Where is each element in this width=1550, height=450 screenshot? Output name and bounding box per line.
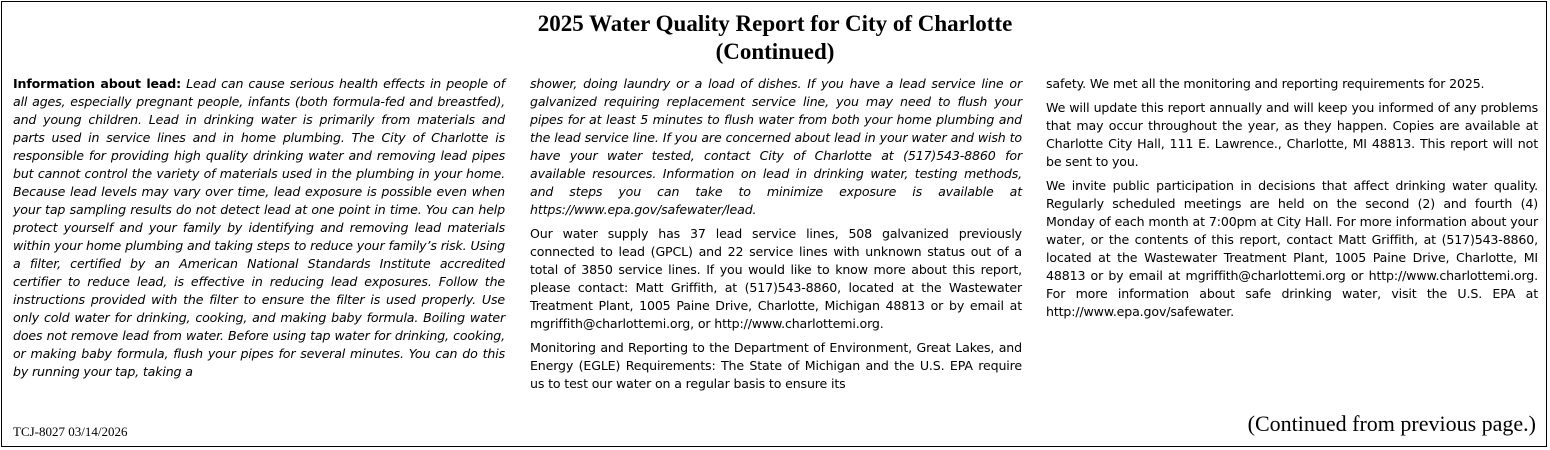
report-title xyxy=(0,10,1550,66)
participation-paragraph: We invite public participation in decisions that affect drinking water quality. Regularly scheduled meetings are held on the second (2) and fourth (4) Monday of each month at 7:00pm at City Hall. For more information about your water, or the contents of this report, contact Matt Griffith, at (517)543-8860, located at the Wastewater Treatment Plant, 1005 Paine Drive, Charlotte, MI 48813 or by email at mgriffith@charlottemi.org or http://www.charlottemi.org. For more information about safe drinking water, visit the U.S. EPA at http://www.epa.gov/safewater. xyxy=(1046,178,1538,319)
ad-code: TCJ-8027 03/14/2026 xyxy=(13,424,128,439)
column-1 xyxy=(13,75,505,387)
column-3 xyxy=(1046,75,1538,327)
lead-info-continued: shower, doing laundry or a load of dishes. If you have a lead service line or galvanized requiring replacement service line, you may need to flush your pipes for at least 5 minutes to flush water from both your home plumbing and the lead service line. If you are concerned about lead in your water and wish to have your water tested, contact City of Charlotte at (517)543-8860 for available resources. Information on lead in drinking water, testing methods, and steps you can take to minimize exposure is available at https://www.epa.gov/safewater/lead. xyxy=(530,76,1022,217)
report-title-line1: 2025 Water Quality Report for City of Charlotte xyxy=(537,11,1013,36)
service-lines-paragraph: Our water supply has 37 lead service lines, 508 galvanized previously connected to lead (GPCL) and 22 service lines with unknown status out of a total of 3850 service lines. If you would like to know more about this report, please contact: Matt Griffith, at (517)543-8860, located at the Wastewater Treatment Plant, 1005 Paine Drive, Charlotte, Michigan 48813 or by email at mgriffith@charlottemi.org, or http://www.charlottemi.org. xyxy=(530,226,1022,331)
report-title-line2: (Continued) xyxy=(715,39,835,64)
lead-info-text: Lead can cause serious health effects in people of all ages, especially pregnant people, infants (both formula-fed and breastfed), and young children. Lead in drinking water is primarily from materials and parts used in service lines and in home plumbing. The City of Charlotte is responsible for providing high quality drinking water and removing lead pipes but cannot control the variety of materials used in the plumbing in your home. Because lead levels may vary over time, lead exposure is possible even when your tap sampling results do not detect lead at one point in time. You can help protect yourself and your family by identifying and removing lead materials within your home plumbing and taking steps to reduce your family’s risk. Using a filter, certified by an American National Standards Institute accredited certifier to reduce lead, is effective in reducing lead exposures. Follow the instructions provided with the filter to ensure the filter is used properly. Use only cold water for drinking, cooking, and making baby formula. Boiling water does not remove lead from water. Before using tap water for drinking, cooking, or making baby formula, flush your pipes for several minutes. You can do this by running your tap, taking a xyxy=(13,76,505,379)
monitoring-paragraph: Monitoring and Reporting to the Department of Environment, Great Lakes, and Energy (EGLE) Requirements: The State of Michigan and the U.S. EPA require us to test our water on a regular basis to ensure its xyxy=(530,340,1022,391)
continued-note: (Continued from previous page.) xyxy=(1247,411,1536,436)
monitoring-continued: safety. We met all the monitoring and reporting requirements for 2025. xyxy=(1046,76,1485,91)
lead-info-paragraph xyxy=(13,75,505,381)
update-paragraph: We will update this report annually and will keep you informed of any problems that may occur throughout the year, as they happen. Copies are available at Charlotte City Hall, 111 E. Lawrence., Charlotte, MI 48813. This report will not be sent to you. xyxy=(1046,100,1538,169)
column-2 xyxy=(530,75,1022,399)
lead-info-heading: Information about lead: xyxy=(13,76,181,91)
